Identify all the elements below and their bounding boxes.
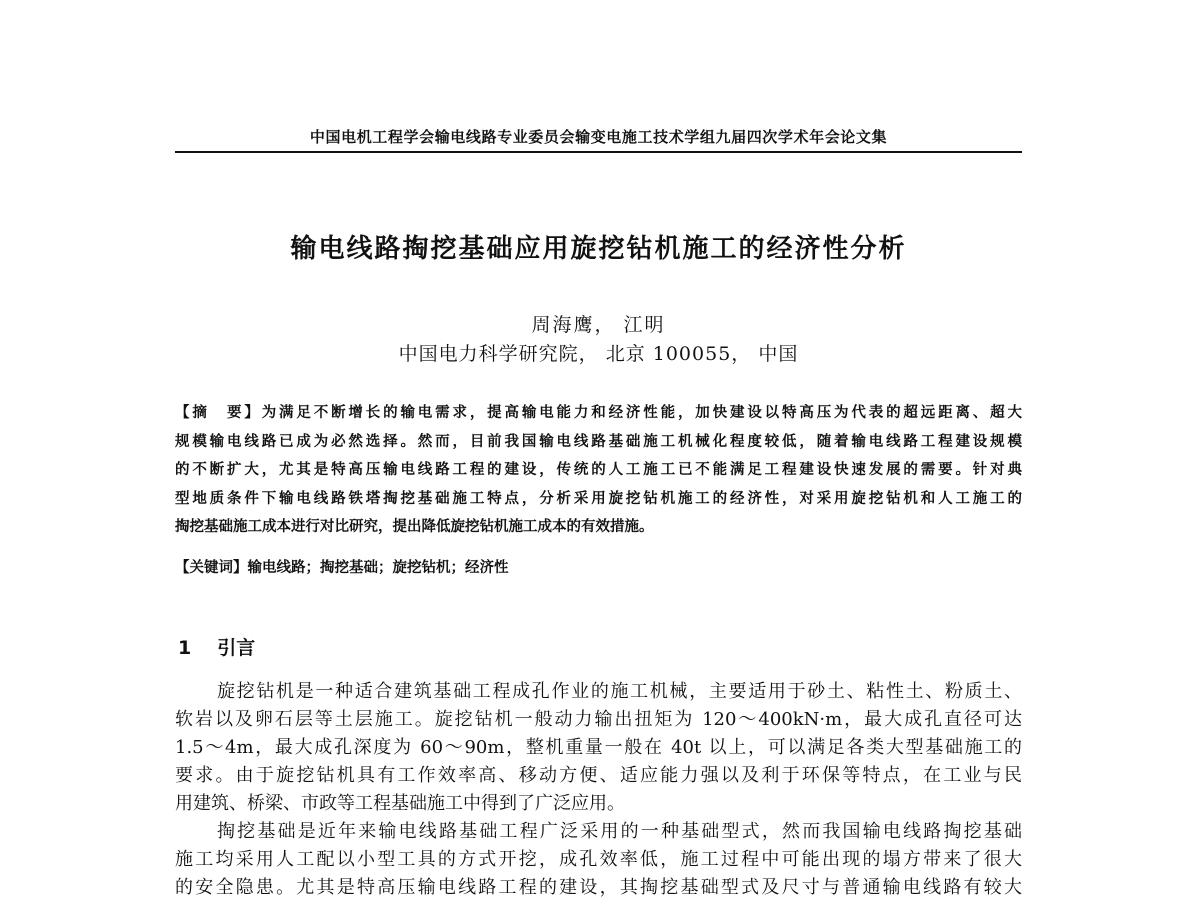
affiliation: 中国电力科学研究院， 北京 100055， 中国 — [398, 343, 799, 365]
abstract-line: 规模输电线路已成为必然选择。然而，目前我国输电线路基础施工机械化程度较低，随着输电线路工程建设规模 — [175, 433, 1022, 450]
body-line: 掏挖基础是近年来输电线路基础工程广泛采用的一种基础型式，然而我国输电线路掏挖基础 — [217, 821, 1022, 842]
abstract-line: 的不断扩大，尤其是特高压输电线路工程的建设，传统的人工施工已不能满足工程建设快速发展的需要。针对典 — [175, 462, 1022, 479]
paper-title: 输电线路掏挖基础应用旋挖钻机施工的经济性分析 — [290, 234, 907, 264]
abstract-line: 掏挖基础施工成本进行对比研究，提出降低旋挖钻机施工成本的有效措施。 — [175, 519, 654, 536]
keywords: 【关键词】输电线路；掏挖基础；旋挖钻机；经济性 — [175, 560, 509, 576]
section-heading — [178, 633, 255, 660]
section-title: 引言 — [217, 637, 256, 659]
body-line: 用建筑、桥梁、市政等工程基础施工中得到了广泛应用。 — [175, 793, 625, 814]
abstract-line: 【摘 要】为满足不断增长的输电需求，提高输电能力和经济性能，加快建设以特高压为代表的超远距离、超大 — [175, 405, 1022, 421]
authors: 周海鹰， 江明 — [531, 314, 666, 336]
body-line: 旋挖钻机是一种适合建筑基础工程成孔作业的施工机械，主要适用于砂土、粘性土、粉质土、 — [217, 681, 1022, 702]
section-number: 1 — [178, 637, 192, 659]
body-line: 施工均采用人工配以小型工具的方式开挖，成孔效率低，施工过程中可能出现的塌方带来了很大 — [175, 849, 1022, 870]
body-line: 的安全隐患。尤其是特高压输电线路工程的建设，其掏挖基础型式及尺寸与普通输电线路有较大 — [175, 877, 1022, 898]
body-text — [175, 678, 1022, 902]
running-header: 中国电机工程学会输电线路专业委员会输变电施工技术学组九届四次学术年会论文集 — [309, 128, 888, 146]
abstract — [175, 399, 1022, 542]
abstract-line: 型地质条件下输电线路铁塔掏挖基础施工特点，分析采用旋挖钻机施工的经济性，对采用旋挖钻机和人工施工的 — [175, 490, 1022, 507]
body-line: 软岩以及卵石层等土层施工。旋挖钻机一般动力输出扭矩为 120～400kN·m，最大成孔直径可达 — [175, 709, 1022, 730]
body-line: 要求。由于旋挖钻机具有工作效率高、移动方便、适应能力强以及利于环保等特点，在工业与民 — [175, 765, 1022, 786]
body-line: 1.5～4m，最大成孔深度为 60～90m，整机重量一般在 40t 以上，可以满足各类大型基础施工的 — [175, 737, 1022, 758]
header-rule — [175, 151, 1022, 153]
